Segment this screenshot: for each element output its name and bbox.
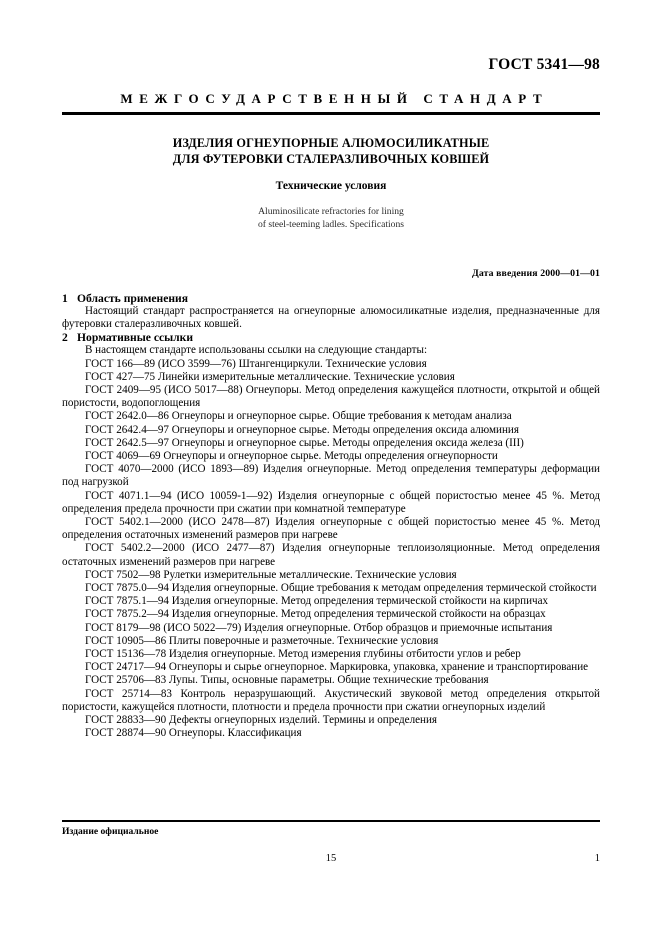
reference-item: ГОСТ 24717—94 Огнеупоры и сырье огнеупорное. Маркировка, упаковка, хранение и транспортирование	[85, 661, 589, 674]
reference-item: ГОСТ 15136—78 Изделия огнеупорные. Метод измерения глубины отбитости углов и ребер	[85, 648, 521, 661]
document-subtitle: Технические условия	[275, 180, 387, 192]
section-title-scope: Область применения	[77, 292, 189, 305]
reference-item: ГОСТ 7502—98 Рулетки измерительные металлические. Технические условия	[85, 568, 457, 581]
document-code: ГОСТ 5341—98	[488, 56, 600, 73]
reference-item: ГОСТ 5402.1—2000 (ИСО 2478—87) Изделия огнеупорные с общей пористостью менее 45 %. Метод определения остаточных изменений размеров при нагреве	[62, 516, 600, 542]
standard-type-heading: МЕЖГОСУДАРСТВЕННЫЙ СТАНДАРТ	[120, 91, 549, 106]
official-edition-note: Издание официальное	[62, 826, 159, 837]
page-number-right: 1	[594, 853, 600, 864]
reference-item: ГОСТ 166—89 (ИСО 3599—76) Штангенциркули. Технические условия	[85, 357, 427, 370]
document-title-english-line-2: of steel-teeming ladles. Specifications	[258, 219, 404, 230]
reference-item: ГОСТ 5402.2—2000 (ИСО 2477—87) Изделия огнеупорные теплоизоляционные. Метод определения остаточных изменений размеров при нагреве	[62, 542, 600, 568]
footer-divider-rule	[62, 820, 600, 822]
document-title	[62, 136, 600, 167]
page-number-center: 15	[325, 853, 337, 864]
reference-item: ГОСТ 8179—98 (ИСО 5022—79) Изделия огнеупорные. Отбор образцов и приемочные испытания	[85, 621, 553, 634]
reference-item: ГОСТ 2409—95 (ИСО 5017—88) Огнеупоры. Метод определения кажущейся плотности, открытой и общей пористости, водопоглощения	[62, 384, 600, 410]
document-body	[62, 292, 600, 741]
references-lead-paragraph: В настоящем стандарте использованы ссылки на следующие стандарты:	[85, 344, 428, 357]
header-divider-rule	[62, 112, 600, 115]
reference-item: ГОСТ 7875.0—94 Изделия огнеупорные. Общие требования к методам определения термической стойкости	[85, 582, 597, 595]
section-heading-scope	[62, 292, 600, 305]
reference-item: ГОСТ 4070—2000 (ИСО 1893—89) Изделия огнеупорные. Метод определения температуры деформации под нагрузкой	[62, 463, 600, 489]
section-heading-references	[62, 331, 600, 344]
scope-paragraph: Настоящий стандарт распространяется на огнеупорные алюмосиликатные изделия, предназначенные для футеровки сталеразливочных ковшей.	[62, 305, 600, 331]
effective-date: Дата введения 2000—01—01	[472, 268, 600, 279]
document-title-line-1: ИЗДЕЛИЯ ОГНЕУПОРНЫЕ АЛЮМОСИЛИКАТНЫЕ	[172, 136, 490, 150]
reference-item: ГОСТ 2642.5—97 Огнеупоры и огнеупорное сырье. Методы определения оксида железа (III)	[85, 436, 524, 449]
section-title-references: Нормативные ссылки	[77, 331, 194, 345]
reference-item: ГОСТ 4071.1—94 (ИСО 10059-1—92) Изделия огнеупорные с общей пористостью менее 45 %. Метод определения предела прочности при сжатии при комнатной температуре	[62, 489, 600, 515]
reference-item: ГОСТ 7875.1—94 Изделия огнеупорные. Метод определения термической стойкости на кирпичах	[85, 595, 549, 608]
document-title-english-line-1: Aluminosilicate refractories for lining	[258, 206, 404, 217]
reference-item: ГОСТ 28833—90 Дефекты огнеупорных изделий. Термины и определения	[85, 714, 438, 727]
reference-item: ГОСТ 4069—69 Огнеупоры и огнеупорное сырье. Методы определения огнеупорности	[85, 450, 498, 463]
document-title-line-2: ДЛЯ ФУТЕРОВКИ СТАЛЕРАЗЛИВОЧНЫХ КОВШЕЙ	[172, 151, 490, 166]
document-title-english	[62, 205, 600, 231]
reference-item: ГОСТ 2642.0—86 Огнеупоры и огнеупорное сырье. Общие требования к методам анализа	[85, 410, 512, 423]
reference-item: ГОСТ 25706—83 Лупы. Типы, основные параметры. Общие технические требования	[85, 674, 489, 687]
section-number-references: 2	[62, 331, 68, 345]
reference-item: ГОСТ 7875.2—94 Изделия огнеупорные. Метод определения термической стойкости на образцах	[85, 608, 546, 621]
reference-item: ГОСТ 25714—83 Контроль неразрушающий. Акустический звуковой метод определения открытой пористости, кажущейся плотности, плотности и предела прочности при сжатии огнеупорных изделий	[62, 687, 600, 713]
reference-item: ГОСТ 2642.4—97 Огнеупоры и огнеупорное сырье. Методы определения оксида алюминия	[85, 423, 519, 436]
section-number-scope: 1	[62, 292, 68, 305]
reference-item: ГОСТ 28874—90 Огнеупоры. Классификация	[85, 727, 302, 740]
reference-item: ГОСТ 10905—86 Плиты поверочные и разметочные. Технические условия	[85, 634, 439, 647]
reference-item: ГОСТ 427—75 Линейки измерительные металлические. Технические условия	[85, 370, 455, 383]
